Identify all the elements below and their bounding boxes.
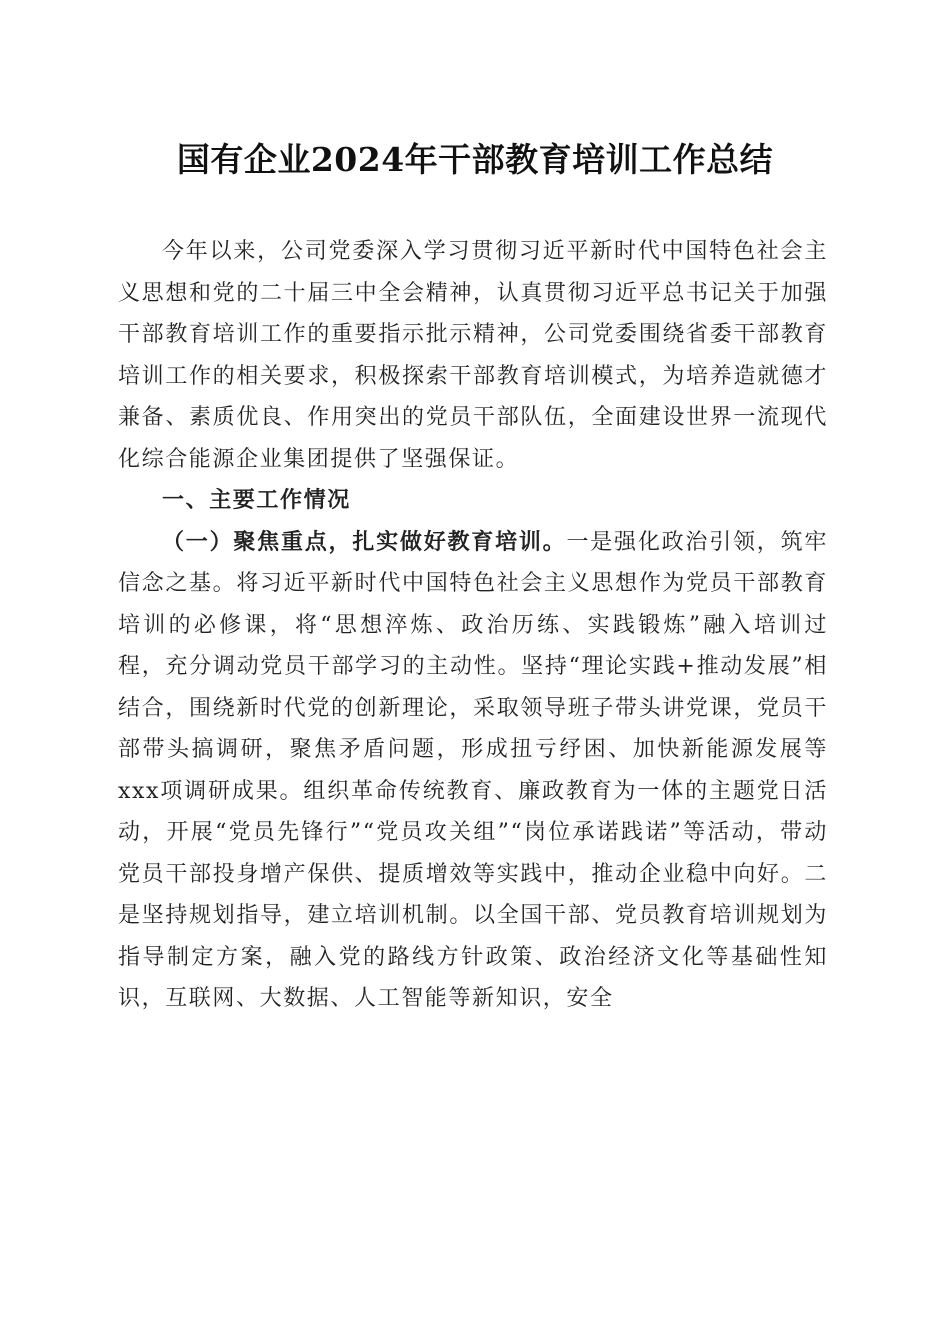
intro-paragraph: 今年以来，公司党委深入学习贯彻习近平新时代中国特色社会主义思想和党的二十届三中全会精神，认真贯彻习近平总书记关于加强干部教育培训工作的重要指示批示精神，公司党委围绕省委干部教育培训工作的相关要求，积极探索干部教育培训模式，为培养造就德才兼备、素质优良、作用突出的党员干部队伍，全面建设世界一流现代化综合能源企业集团提供了坚强保证。 bbox=[118, 239, 828, 472]
subsection-body: 一是强化政治引领，筑牢信念之基。将习近平新时代中国特色社会主义思想作为党员干部教育培训的必修课，将“思想淬炼、政治历练、实践锻炼”融入培训过程，充分调动党员干部学习的主动性。坚持“理论实践+推动发展”相结合，围绕新时代党的创新理论，采取领导班子带头讲党课，党员干部带头搞调研，聚焦矛盾问题，形成扭亏纾困、加快新能源发展等xxx项调研成果。组织革命传统教育、廉政教育为一体的主题党日活动，开展“党员先锋行”“党员攻关组”“岗位承诺践诺”等活动，带动党员干部投身增产保供、提质增效等实践中，推动企业稳中向好。二是坚持规划指导，建立培训机制。以全国干部、党员教育培训规划为指导制定方案，融入党的路线方针政策、政治经济文化等基础性知识，互联网、大数据、人工智能等新知识，安全 bbox=[118, 529, 828, 1011]
subsection-paragraph bbox=[118, 522, 828, 1020]
subsection-lead: （一）聚焦重点，扎实做好教育培训。 bbox=[162, 528, 567, 555]
section-heading: 一、主要工作情况 bbox=[162, 488, 351, 513]
document-body bbox=[118, 231, 828, 1020]
document-title: 国有企业2024年干部教育培训工作总结 bbox=[176, 140, 774, 179]
